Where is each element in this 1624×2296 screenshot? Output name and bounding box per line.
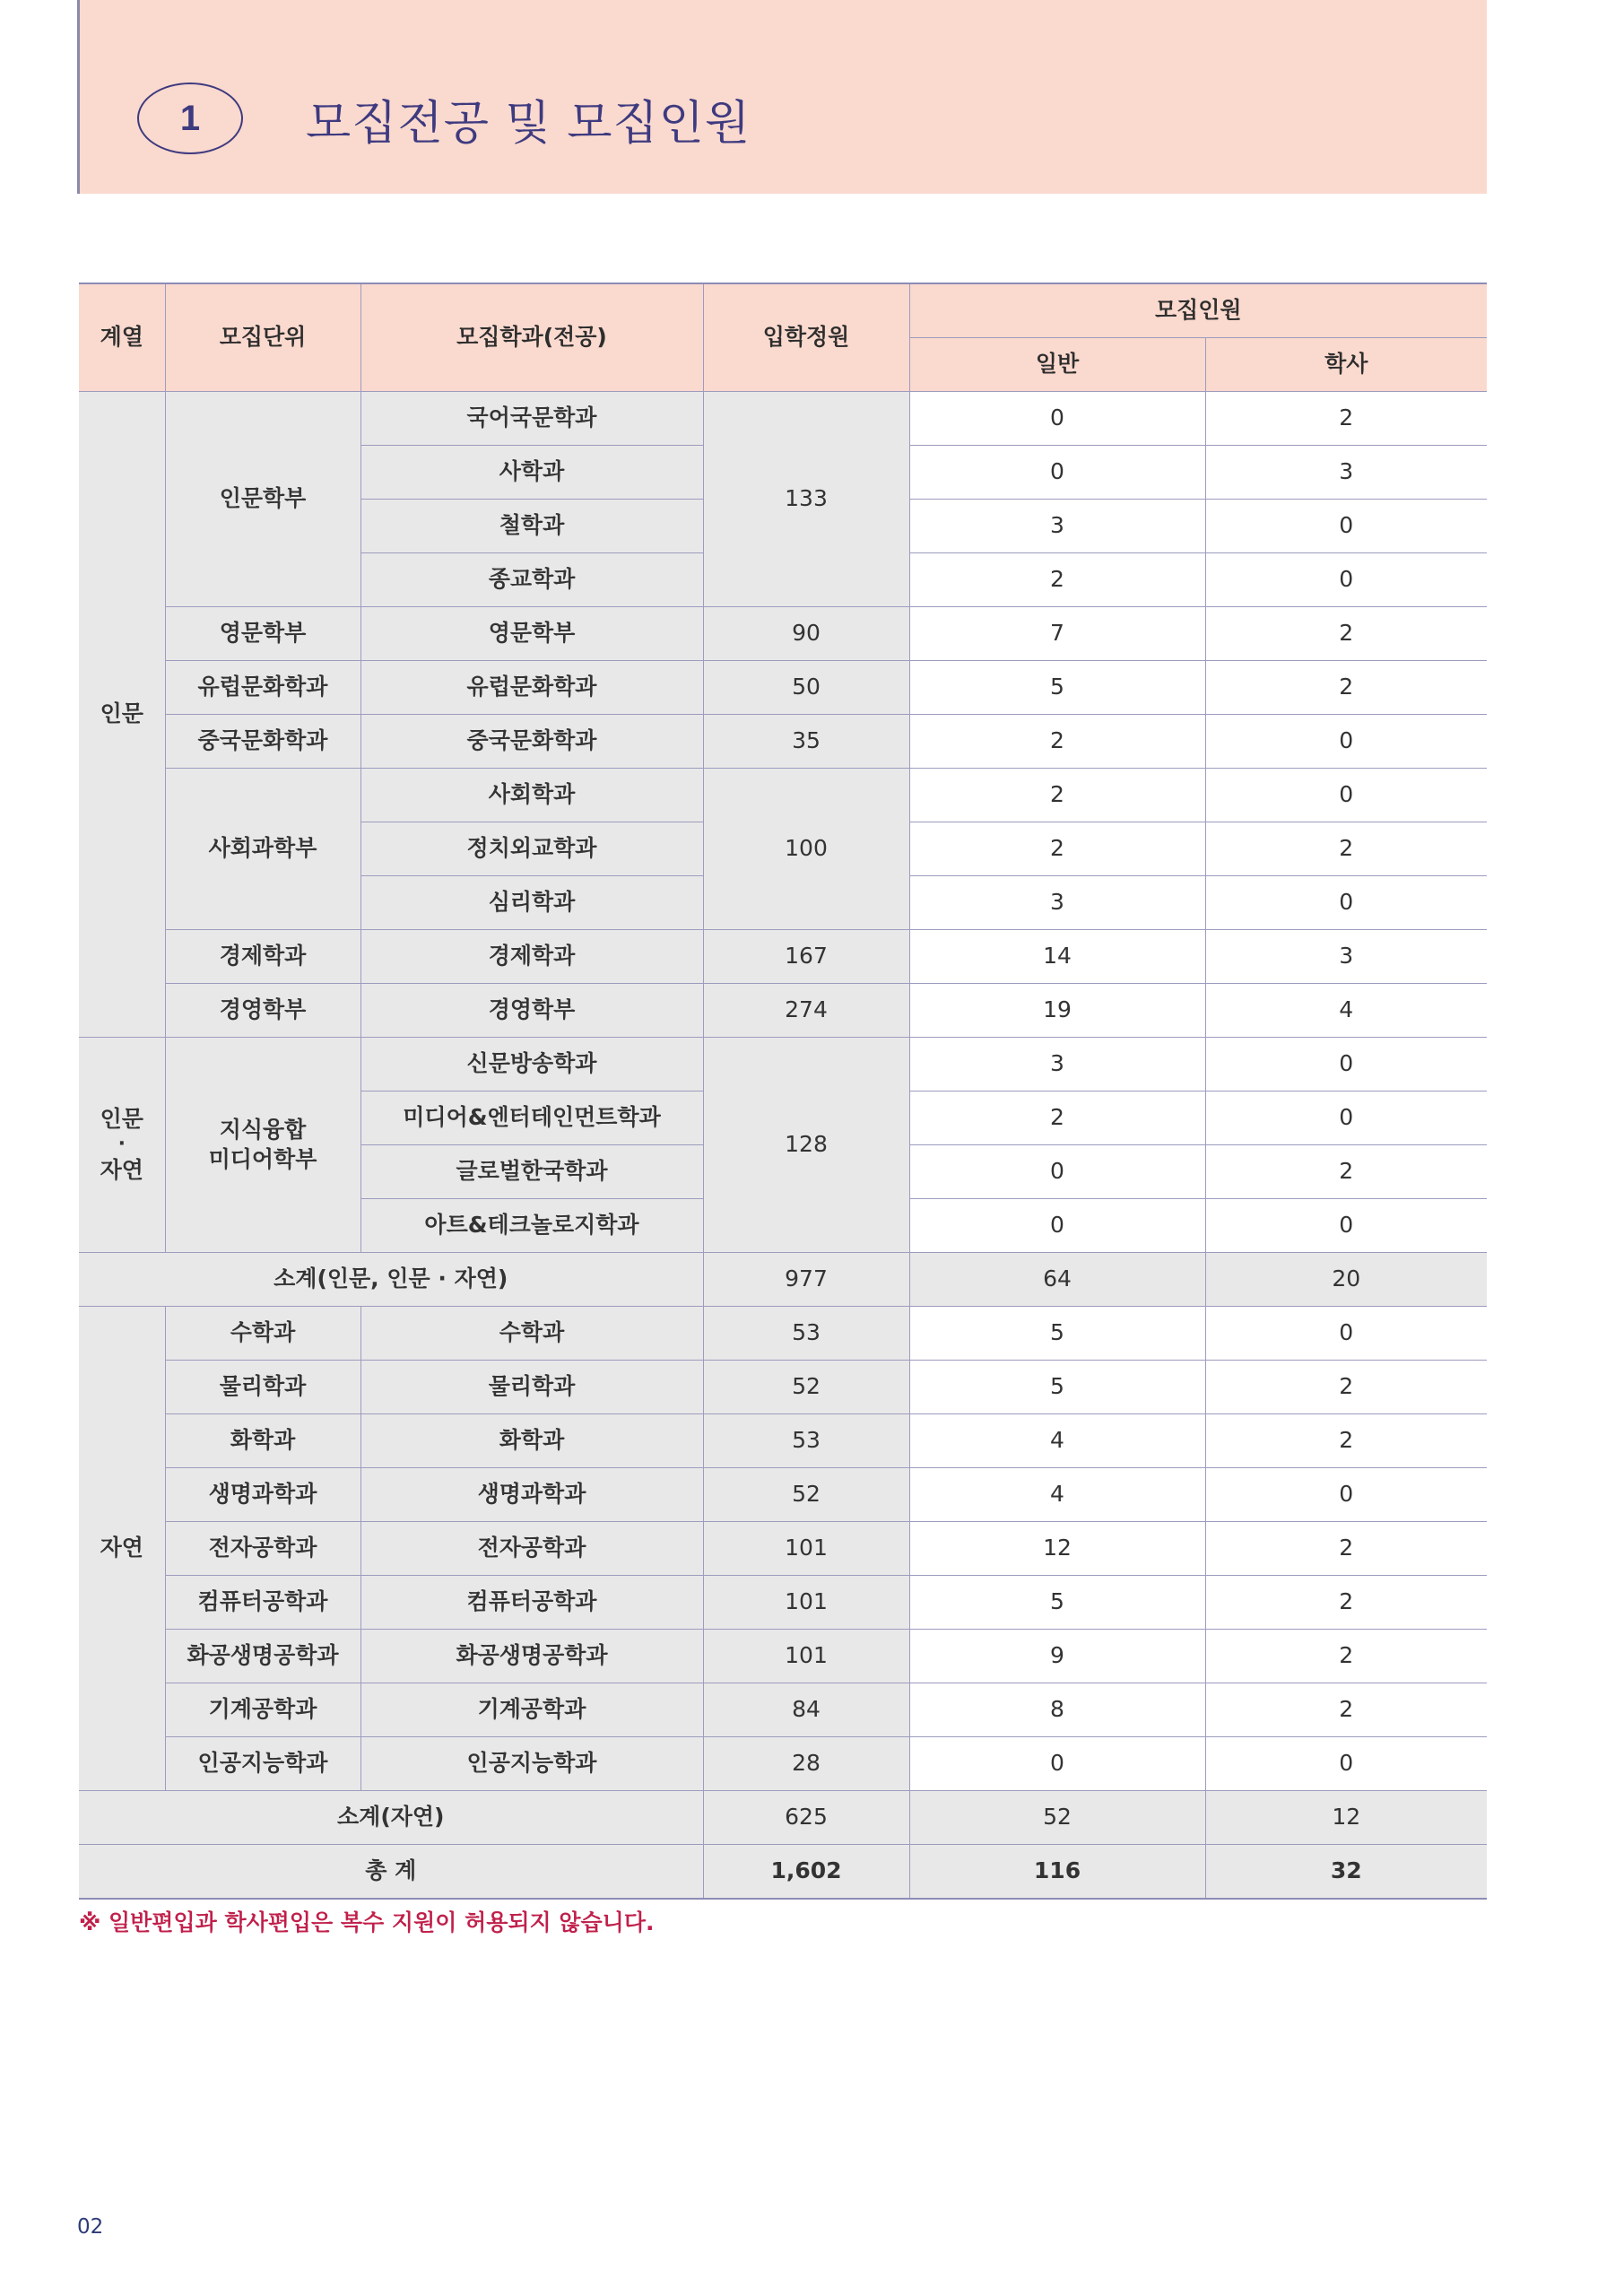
quota-cell: 100 bbox=[703, 769, 909, 930]
table-row bbox=[79, 930, 1487, 984]
subtotal-quota: 977 bbox=[703, 1253, 909, 1307]
bachelor-cell: 2 bbox=[1205, 822, 1487, 876]
bachelor-cell: 0 bbox=[1205, 1199, 1487, 1253]
major-cell: 국어국문학과 bbox=[360, 392, 703, 446]
page-number: 02 bbox=[77, 2215, 104, 2239]
major-cell: 화학과 bbox=[360, 1414, 703, 1468]
major-cell: 종교학과 bbox=[360, 553, 703, 607]
subtotal-row-natural bbox=[79, 1791, 1487, 1845]
quota-cell: 101 bbox=[703, 1630, 909, 1683]
bachelor-cell: 2 bbox=[1205, 1576, 1487, 1630]
major-cell: 수학과 bbox=[360, 1307, 703, 1361]
unit-cell: 경제학과 bbox=[165, 930, 360, 984]
group-natural: 자연 bbox=[79, 1307, 165, 1791]
table-row bbox=[79, 984, 1487, 1038]
quota-cell: 133 bbox=[703, 392, 909, 607]
major-cell: 신문방송학과 bbox=[360, 1038, 703, 1091]
general-cell: 2 bbox=[909, 553, 1205, 607]
quota-cell: 53 bbox=[703, 1414, 909, 1468]
recruitment-table bbox=[79, 283, 1487, 1900]
header-recruit: 모집인원 bbox=[909, 283, 1487, 338]
table-row bbox=[79, 715, 1487, 769]
bachelor-cell: 2 bbox=[1205, 1683, 1487, 1737]
general-cell: 19 bbox=[909, 984, 1205, 1038]
bachelor-cell: 0 bbox=[1205, 1468, 1487, 1522]
general-cell: 0 bbox=[909, 1145, 1205, 1199]
general-cell: 5 bbox=[909, 1361, 1205, 1414]
table-row bbox=[79, 1576, 1487, 1630]
major-cell: 화공생명공학과 bbox=[360, 1630, 703, 1683]
quota-cell: 52 bbox=[703, 1361, 909, 1414]
unit-cell: 생명과학과 bbox=[165, 1468, 360, 1522]
general-cell: 3 bbox=[909, 500, 1205, 553]
header-field: 계열 bbox=[79, 283, 165, 392]
general-cell: 0 bbox=[909, 446, 1205, 500]
table-row bbox=[79, 769, 1487, 822]
major-cell: 기계공학과 bbox=[360, 1683, 703, 1737]
unit-cell: 유럽문화학과 bbox=[165, 661, 360, 715]
subtotal-label: 소계(인문, 인문 · 자연) bbox=[79, 1253, 703, 1307]
bachelor-cell: 0 bbox=[1205, 769, 1487, 822]
general-cell: 9 bbox=[909, 1630, 1205, 1683]
major-cell: 인공지능학과 bbox=[360, 1737, 703, 1791]
major-cell: 사회학과 bbox=[360, 769, 703, 822]
general-cell: 2 bbox=[909, 715, 1205, 769]
bachelor-cell: 3 bbox=[1205, 446, 1487, 500]
unit-cell: 중국문화학과 bbox=[165, 715, 360, 769]
bachelor-cell: 2 bbox=[1205, 661, 1487, 715]
unit-cell: 인공지능학과 bbox=[165, 1737, 360, 1791]
general-cell: 14 bbox=[909, 930, 1205, 984]
header-major: 모집학과(전공) bbox=[360, 283, 703, 392]
unit-cell: 영문학부 bbox=[165, 607, 360, 661]
quota-cell: 84 bbox=[703, 1683, 909, 1737]
bachelor-cell: 0 bbox=[1205, 1091, 1487, 1145]
table-row bbox=[79, 1307, 1487, 1361]
subtotal-label: 소계(자연) bbox=[79, 1791, 703, 1845]
major-cell: 경영학부 bbox=[360, 984, 703, 1038]
quota-cell: 28 bbox=[703, 1737, 909, 1791]
bachelor-cell: 0 bbox=[1205, 1038, 1487, 1091]
section-number-badge: 1 bbox=[137, 83, 243, 154]
unit-cell: 기계공학과 bbox=[165, 1683, 360, 1737]
quota-cell: 128 bbox=[703, 1038, 909, 1253]
unit-cell: 전자공학과 bbox=[165, 1522, 360, 1576]
major-cell: 중국문화학과 bbox=[360, 715, 703, 769]
quota-cell: 50 bbox=[703, 661, 909, 715]
major-cell: 사학과 bbox=[360, 446, 703, 500]
header-general: 일반 bbox=[909, 338, 1205, 392]
general-cell: 3 bbox=[909, 876, 1205, 930]
bachelor-cell: 2 bbox=[1205, 1630, 1487, 1683]
section-header-band bbox=[77, 0, 1487, 194]
major-cell: 영문학부 bbox=[360, 607, 703, 661]
general-cell: 2 bbox=[909, 1091, 1205, 1145]
table-row bbox=[79, 1522, 1487, 1576]
bachelor-cell: 0 bbox=[1205, 876, 1487, 930]
general-cell: 8 bbox=[909, 1683, 1205, 1737]
general-cell: 3 bbox=[909, 1038, 1205, 1091]
major-cell: 생명과학과 bbox=[360, 1468, 703, 1522]
general-cell: 2 bbox=[909, 769, 1205, 822]
table-row bbox=[79, 392, 1487, 446]
group-humanities-natural bbox=[79, 1038, 165, 1253]
general-cell: 4 bbox=[909, 1414, 1205, 1468]
bachelor-cell: 3 bbox=[1205, 930, 1487, 984]
quota-cell: 167 bbox=[703, 930, 909, 984]
bachelor-cell: 0 bbox=[1205, 715, 1487, 769]
group-label-bottom: 자연 bbox=[100, 1156, 143, 1183]
bachelor-cell: 0 bbox=[1205, 1737, 1487, 1791]
unit-line-1: 지식융합 bbox=[219, 1117, 307, 1143]
unit-cell: 컴퓨터공학과 bbox=[165, 1576, 360, 1630]
table-header-row bbox=[79, 283, 1487, 338]
total-bachelor: 32 bbox=[1205, 1845, 1487, 1900]
header-unit: 모집단위 bbox=[165, 283, 360, 392]
total-general: 116 bbox=[909, 1845, 1205, 1900]
major-cell: 정치외교학과 bbox=[360, 822, 703, 876]
table-row bbox=[79, 1361, 1487, 1414]
table-row bbox=[79, 1468, 1487, 1522]
major-cell: 심리학과 bbox=[360, 876, 703, 930]
unit-cell: 인문학부 bbox=[165, 392, 360, 607]
bachelor-cell: 2 bbox=[1205, 1414, 1487, 1468]
unit-line-2: 미디어학부 bbox=[208, 1145, 317, 1172]
quota-cell: 53 bbox=[703, 1307, 909, 1361]
unit-cell: 경영학부 bbox=[165, 984, 360, 1038]
major-cell: 미디어&엔터테인먼트학과 bbox=[360, 1091, 703, 1145]
major-cell: 물리학과 bbox=[360, 1361, 703, 1414]
major-cell: 전자공학과 bbox=[360, 1522, 703, 1576]
general-cell: 12 bbox=[909, 1522, 1205, 1576]
total-label: 총 계 bbox=[79, 1845, 703, 1900]
major-cell: 경제학과 bbox=[360, 930, 703, 984]
bachelor-cell: 0 bbox=[1205, 500, 1487, 553]
subtotal-quota: 625 bbox=[703, 1791, 909, 1845]
subtotal-general: 64 bbox=[909, 1253, 1205, 1307]
general-cell: 7 bbox=[909, 607, 1205, 661]
general-cell: 5 bbox=[909, 661, 1205, 715]
table-row bbox=[79, 661, 1487, 715]
bachelor-cell: 2 bbox=[1205, 392, 1487, 446]
major-cell: 컴퓨터공학과 bbox=[360, 1576, 703, 1630]
table-row bbox=[79, 1737, 1487, 1791]
major-cell: 아트&테크놀로지학과 bbox=[360, 1199, 703, 1253]
bachelor-cell: 2 bbox=[1205, 1361, 1487, 1414]
table-row bbox=[79, 1630, 1487, 1683]
general-cell: 5 bbox=[909, 1307, 1205, 1361]
major-cell: 철학과 bbox=[360, 500, 703, 553]
group-humanities: 인문 bbox=[79, 392, 165, 1038]
total-quota: 1,602 bbox=[703, 1845, 909, 1900]
unit-cell: 물리학과 bbox=[165, 1361, 360, 1414]
duplicate-application-note: ※ 일반편입과 학사편입은 복수 지원이 허용되지 않습니다. bbox=[79, 1909, 655, 1935]
subtotal-general: 52 bbox=[909, 1791, 1205, 1845]
general-cell: 4 bbox=[909, 1468, 1205, 1522]
group-label-dot: · bbox=[117, 1133, 126, 1156]
unit-cell: 화공생명공학과 bbox=[165, 1630, 360, 1683]
subtotal-bachelor: 12 bbox=[1205, 1791, 1487, 1845]
subtotal-row-humanities bbox=[79, 1253, 1487, 1307]
general-cell: 0 bbox=[909, 392, 1205, 446]
header-quota: 입학정원 bbox=[703, 283, 909, 392]
bachelor-cell: 0 bbox=[1205, 553, 1487, 607]
quota-cell: 274 bbox=[703, 984, 909, 1038]
general-cell: 0 bbox=[909, 1737, 1205, 1791]
unit-cell: 사회과학부 bbox=[165, 769, 360, 930]
bachelor-cell: 2 bbox=[1205, 1145, 1487, 1199]
table-row bbox=[79, 1414, 1487, 1468]
bachelor-cell: 0 bbox=[1205, 1307, 1487, 1361]
header-bachelor: 학사 bbox=[1205, 338, 1487, 392]
bachelor-cell: 2 bbox=[1205, 607, 1487, 661]
quota-cell: 90 bbox=[703, 607, 909, 661]
quota-cell: 52 bbox=[703, 1468, 909, 1522]
quota-cell: 101 bbox=[703, 1576, 909, 1630]
general-cell: 2 bbox=[909, 822, 1205, 876]
major-cell: 글로벌한국학과 bbox=[360, 1145, 703, 1199]
table-row bbox=[79, 607, 1487, 661]
major-cell: 유럽문화학과 bbox=[360, 661, 703, 715]
unit-cell: 화학과 bbox=[165, 1414, 360, 1468]
bachelor-cell: 2 bbox=[1205, 1522, 1487, 1576]
unit-cell bbox=[165, 1038, 360, 1253]
grand-total-row bbox=[79, 1845, 1487, 1900]
subtotal-bachelor: 20 bbox=[1205, 1253, 1487, 1307]
section-title: 모집전공 및 모집인원 bbox=[306, 96, 751, 151]
group-label-top: 인문 bbox=[100, 1106, 143, 1133]
table-row bbox=[79, 1683, 1487, 1737]
bachelor-cell: 4 bbox=[1205, 984, 1487, 1038]
quota-cell: 35 bbox=[703, 715, 909, 769]
general-cell: 5 bbox=[909, 1576, 1205, 1630]
quota-cell: 101 bbox=[703, 1522, 909, 1576]
unit-cell: 수학과 bbox=[165, 1307, 360, 1361]
table-row bbox=[79, 1038, 1487, 1091]
general-cell: 0 bbox=[909, 1199, 1205, 1253]
